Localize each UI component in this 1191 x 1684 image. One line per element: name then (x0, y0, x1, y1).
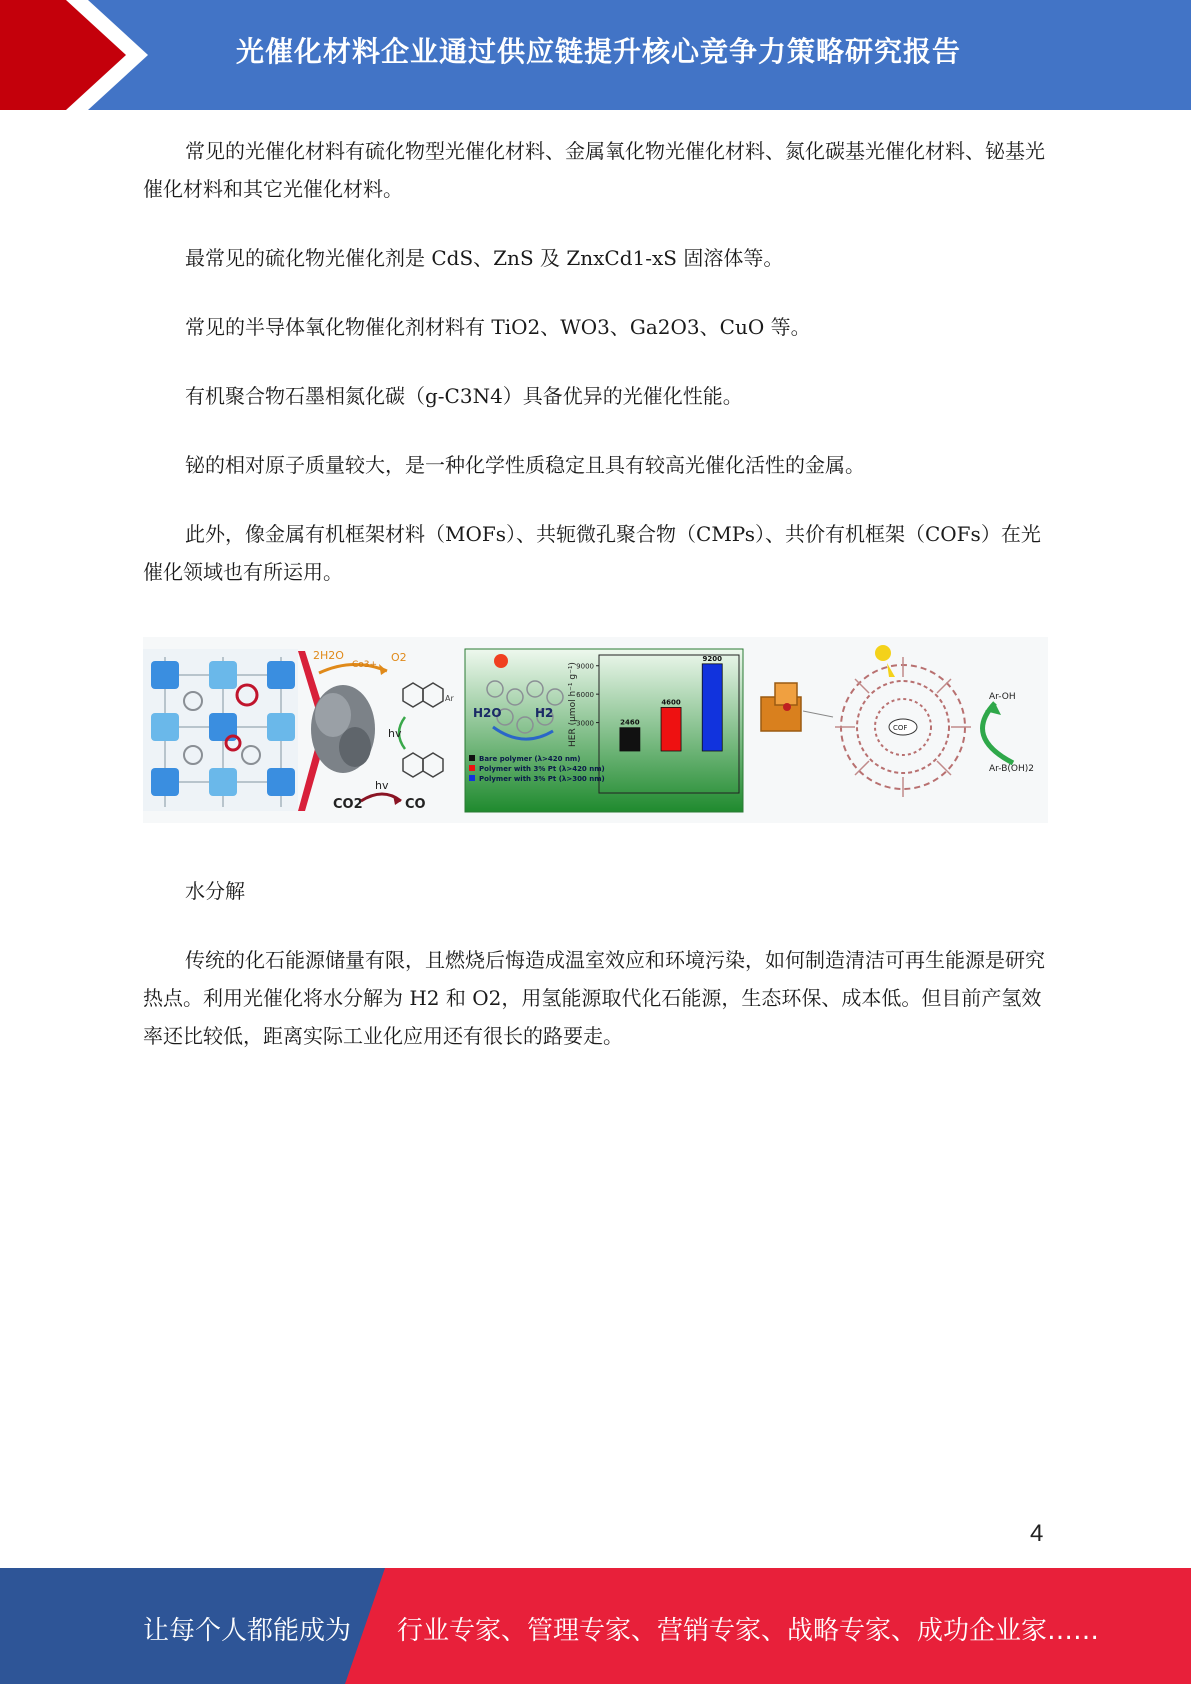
panel-a-label-h2o: 2H2O (313, 649, 344, 662)
y-tick-label: 9000 (576, 662, 594, 671)
panel-c-cof-ring (761, 645, 1034, 797)
paragraph-bismuth: 铋的相对原子质量较大，是一种化学性质稳定且具有较高光催化活性的金属。 (185, 453, 865, 477)
panel-a-framework (143, 649, 298, 811)
bar-1 (620, 728, 640, 751)
legend-label-3: Polymer with 3% Pt (λ>300 nm) (479, 775, 605, 783)
legend-swatch-3 (469, 775, 475, 781)
paragraph-sulfide: 最常见的硫化物光催化剂是 CdS、ZnS 及 ZnxCd1-xS 固溶体等。 (185, 246, 784, 270)
legend-swatch-1 (469, 755, 475, 761)
paragraph-oxide: 常见的半导体氧化物催化剂材料有 TiO2、WO3、Ga2O3、CuO 等。 (185, 315, 811, 339)
paragraph-gc3n4: 有机聚合物石墨相氮化碳（g-C3N4）具备优异的光催化性能。 (185, 384, 743, 408)
legend-label-2: Polymer with 3% Pt (λ>420 nm) (479, 765, 605, 773)
panel-a-label-co: Co3+ (352, 660, 378, 670)
panel-a-particle-cluster (311, 685, 375, 773)
report-title: 光催化材料企业通过供应链提升核心竞争力策略研究报告 (236, 35, 962, 68)
panel-a-label-o2: O2 (391, 651, 407, 664)
panel-c-sun-icon (875, 645, 891, 661)
section-water-splitting (143, 872, 1048, 1055)
bar-value-label-3: 9200 (702, 654, 722, 663)
panel-a-label-hv2: hv (375, 779, 389, 792)
legend-label-1: Bare polymer (λ>420 nm) (479, 755, 581, 763)
panel-a-label-co-product: CO (405, 797, 426, 812)
photocatalyst-figure (143, 637, 1048, 823)
paragraph-photocatalyst-types: 常见的光催化材料有硫化物型光催化材料、金属氧化物光催化材料、氮化碳基光催化材料、铋基光催化材料和其它光催化材料。 (143, 139, 1045, 201)
panel-a-label-co2: CO2 (333, 797, 363, 812)
footer-slogan-left: 让每个人都能成为 (143, 1616, 352, 1646)
bar-3 (702, 664, 722, 751)
page-number: 4 (1030, 1520, 1044, 1547)
panel-b-label-h2: H2 (535, 706, 554, 720)
footer-band (0, 1568, 1191, 1684)
y-tick-label: 6000 (576, 691, 594, 700)
figure-canvas (143, 637, 1048, 823)
header-band (0, 0, 1191, 110)
panel-a-label-hv: hv (388, 727, 402, 740)
header-red-arrow (0, 0, 126, 110)
legend-swatch-2 (469, 765, 475, 771)
bar-2 (661, 707, 681, 751)
panel-c-label-arboh: Ar-B(OH)2 (989, 764, 1034, 774)
y-tick-label: 3000 (576, 719, 594, 728)
bar-value-label-2: 4600 (661, 698, 681, 707)
panel-a-molecules (403, 683, 443, 777)
footer-slogan-right: 行业专家、管理专家、营销专家、战略专家、成功企业家…… (397, 1616, 1100, 1646)
panel-b-hydrogen-evolution (465, 649, 743, 812)
document-body (143, 132, 1048, 591)
panel-c-label-cof: COF (893, 724, 908, 732)
panel-c-label-aroh: Ar-OH (989, 692, 1016, 702)
panel-b-label-h2o: H2O (473, 706, 502, 720)
header-chevron-decoration (0, 0, 160, 110)
paragraph-water-splitting: 传统的化石能源储量有限，且燃烧后悔造成温室效应和环境污染，如何制造清洁可再生能源是研究热点。利用光催化将水分解为 H2 和 O2，用氢能源取代化石能源，生态环保、成本低。但目前产氢效率还比较低，距离实际工业化应用还有很长的路要走。 (143, 948, 1045, 1048)
panel-b-sun-icon (494, 654, 508, 668)
bar-value-label-1: 2460 (620, 718, 640, 727)
panel-a-label-ar: Ar (445, 694, 454, 703)
paragraph-frameworks: 此外，像金属有机框架材料（MOFs）、共轭微孔聚合物（CMPs）、共价有机框架（COFs）在光催化领域也有所运用。 (143, 522, 1041, 584)
panel-b-ylabel: HER (μmol h⁻¹ g⁻¹) (568, 662, 578, 747)
section-heading-water-splitting: 水分解 (185, 879, 245, 903)
